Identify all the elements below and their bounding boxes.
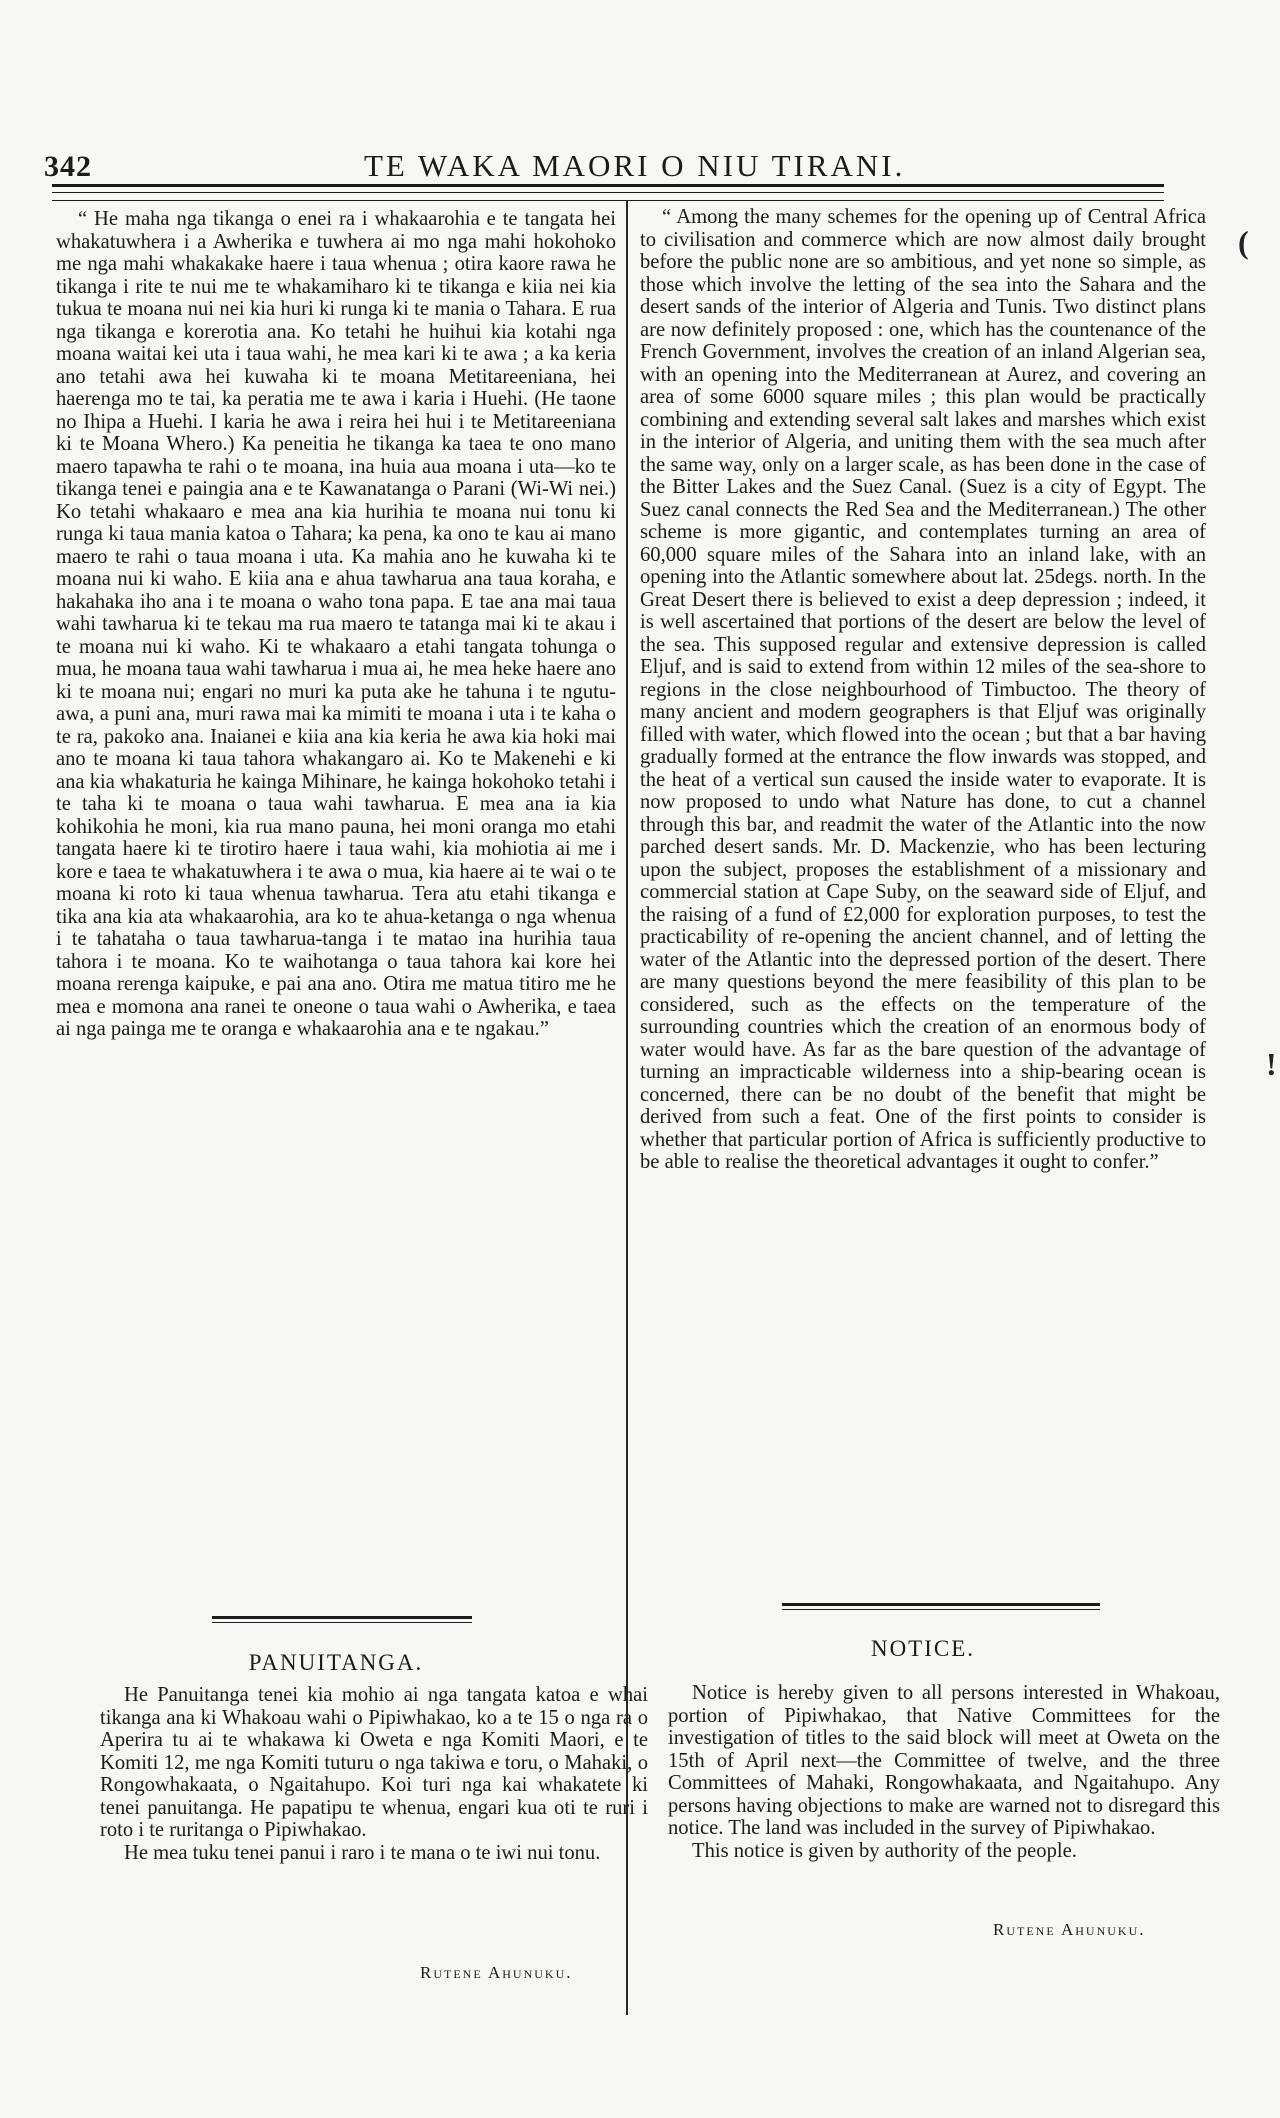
- margin-mark-mid: !: [1266, 1046, 1277, 1082]
- panuitanga-paragraph: He mea tuku tenei panui i raro i te mana o te iwi nui tonu.: [124, 1841, 601, 1864]
- maori-article-text: “ He maha nga tikanga o enei ra i whakaarohia e te tangata hei whakatuwhera i a Awherika e tuwhera ai mo nga mahi hokohoko me nga mahi whakakake haere i taua whenua ; otira kaore rawa he tikanga i rite te nui me te whakamiharo ki te tikanga e kiia nei kia tukua te moana nui nei kia huri ki runga ki te mania o Tahara. E rua nga tikanga e korerotia ana. Ko tetahi he huihui kia kotahi nga moana waitai kei uta i taua wahi, he mea kari ki te awa ; a ka keria ano tetahi awa hei kuwaha ki te moana Metitareeniana, hei haerenga mo te tai, ka peratia me te awa i karia i Huehi. (He taone no Ihipa a Huehi. I karia he awa i reira hei hui i te Metitareeniana ki te Moana Whero.) Ka peneitia he tikanga ka taea te ono mano maero tapawha te rahi o te moana, ina huia aua moana i uta—ko te tikanga tenei e paingia ana e te Kawanatanga o Parani (Wi-Wi nei.) Ko tetahi whakaaro e mea ana kia hurihia te moana nui tonu ki runga ki taua mania katoa o Tahara; ka pena, ka ono te kau ai mano maero te rahi o taua moana i uta. Ka mahia ano he kuwaha ki te moana nui ki waho. E kiia ana e ahua tawharua ana taua koraha, e hakahaka iho ana i te moana o waho tona papa. E tae ana mai taua wahi tawharua ki te tekau ma rua maero te tatanga mai ki te akau i te moana nui ki waho. Ki te whakaaro a etahi tangata tohunga o mua, he moana taua wahi tawharua i mua ai, he mea heke haere ano ki te moana nui; engari no muri ka puta ake he tahuna i te ngutu-awa, a puni ana, muri rawa mai ka mimiti te moana i uta i te kaha o te ra, pakoko ana. Inaianei e kiia ana kia keria he awa kia hoki mai ano te moana ki taua tahora whakangaro ai. Ko te Makenehi e ki ana kia whakaturia he kainga Mihinare, he kainga hokohoko tetahi i te taha ki te moana o taua wahi tawharua. E mea ana ia kia kohikohia he moni, kia rua mano pauna, hei moni oranga mo etahi tangata haere ki te tirotiro haere i taua wahi, kia mohiotia ai me i kore e taea te whakatuwhera i te awa o mua, kia haere ai te wai o te moana ki roto ki taua whenua tawharua. Tera atu etahi tikanga e tika ana kia ata whakaarohia, ara ko te ahua-ketanga o nga whenua i te tahataha o taua tawharua-tanga i te matao ina hurihia taua tahora i te moana. Ko te waihotanga o taua tahora kai kore hei moana rerenga kaipuke, e pai ana ano. Otira me matua titiro me he mea e momona ana ranei te oneone o taua wahi o Awherika, e taea ai nga painga me te oranga e whakaarohia ana e te ngakau.”: [56, 208, 616, 1040]
- running-title: TE WAKA MAORI O NIU TIRANI.: [364, 148, 906, 183]
- english-article-text: “ Among the many schemes for the opening up of Central Africa to civilisation and commerce which are now almost daily brought before the public none are so ambitious, and yet none so simple, as those which involve the letting of the sea into the Sahara and the desert sands of the interior of Algeria and Tunis. Two distinct plans are now definitely proposed : one, which has the countenance of the French Government, involves the creation of an inland Algerian sea, with an opening into the Mediterranean at Aurez, and covering an area of some 6000 square miles ; this plan would be practically combining and extending several salt lakes and marshes which exist in the interior of Algeria, and uniting them with the sea much after the same way, only on a larger scale, as has been done in the case of the Bitter Lakes and the Suez Canal. (Suez is a city of Egypt. The Suez canal connects the Red Sea and the Mediterranean.) The other scheme is more gigantic, and contemplates turning an area of 60,000 square miles of the Sahara into an inland lake, with an opening into the Atlantic somewhere about lat. 25degs. north. In the Great Desert there is believed to exist a deep depression ; indeed, it is well ascertained that portions of the desert are below the level of the sea. This supposed regular and extensive depression is called Eljuf, and is said to extend from within 12 miles of the sea-shore to regions in the close neighbourhood of Timbuctoo. The theory of many ancient and modern geographers is that Eljuf was originally filled with water, which flowed into the ocean ; but that a bar having gradually formed at the entrance the flow inwards was stopped, and the heat of a vertical sun caused the inside water to evaporate. It is now proposed to undo what Nature has done, to cut a channel through this bar, and readmit the water of the Atlantic into the now parched desert sands. Mr. D. Mackenzie, who has been lecturing upon the subject, proposes the establishment of a missionary and commercial station at Cape Suby, on the seaward side of Eljuf, and the raising of a fund of £2,000 for exploration purposes, to test the practicability of re-opening the ancient channel, and of letting the water of the Atlantic into the depressed portion of the desert. There are many questions beyond the mere feasibility of this plan to be considered, such as the effects on the temperature of the surrounding countries which the creation of an enormous body of water would have. As far as the bare question of the advantage of turning an impracticable wilderness into a ship-bearing ocean is concerned, there can be no doubt of the benefit that might be derived from such a feat. One of the first points to consider is whether that particular portion of Africa is sufficiently productive to be able to realise the theoretical advantages it ought to confer.”: [640, 206, 1206, 1173]
- page-header: [44, 140, 1164, 190]
- panuitanga-body: [100, 1684, 648, 1864]
- header-rule-thin: [52, 192, 1164, 193]
- notice-rule-thick: [782, 1603, 1100, 1606]
- panuitanga-paragraph: He Panuitanga tenei kia mohio ai nga tangata katoa e whai tikanga ana ki Whakoau wahi o Pipiwhakao, ko a te 15 o nga ra o Aperira tu ai te whakawa ki Oweta e nga Komiti Maori, e te Komiti 12, me nga Komiti tuturu o nga takiwa e toru, o Mahaki, o Rongowhakaata, o Ngaitahupo. Koi turi nga kai whakatete ki tenei panuitanga. He papatipu te whenua, engari kua oti te ruri i roto i te ruritanga o Pipiwhakao.: [100, 1684, 648, 1841]
- panuitanga-rule-thin: [212, 1622, 472, 1623]
- panuitanga-rule-thick: [212, 1616, 472, 1619]
- panuitanga-heading: PANUITANGA.: [248, 1650, 424, 1675]
- margin-mark-top: (: [1238, 224, 1249, 260]
- notice-paragraph: Notice is hereby given to all persons interested in Whakoau, portion of Pipiwhakao, that Native Committees for the investigation of titles to the said block will meet at Oweta on the 15th of April next—the Committee of twelve, and the three Committees of Mahaki, Rongowhakaata, and Ngaitahupo. Any persons having objections to make are warned not to disregard this notice. The land was included in the survey of Pipiwhakao.: [668, 1682, 1220, 1839]
- notice-heading: NOTICE.: [870, 1636, 976, 1661]
- column-top-rule: [52, 200, 1164, 201]
- english-article: [640, 206, 1206, 1174]
- maori-article: [56, 208, 616, 1041]
- header-rule-thick: [52, 184, 1164, 187]
- notice-signature: Rutene Ahunuku.: [993, 1920, 1146, 1939]
- notice-body: [668, 1682, 1220, 1862]
- notice-rule-thin: [782, 1609, 1100, 1610]
- notice-paragraph: This notice is given by authority of the people.: [692, 1839, 1077, 1862]
- panuitanga-signature: Rutene Ahunuku.: [420, 1963, 573, 1982]
- page-number: 342: [44, 150, 92, 183]
